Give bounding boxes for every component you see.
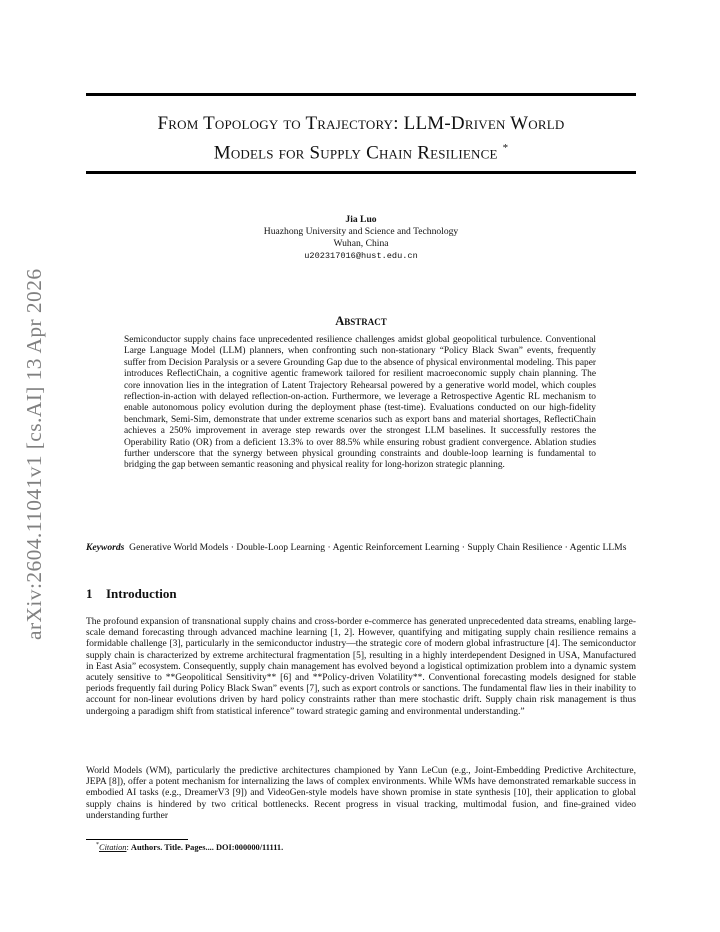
section-number: 1 <box>86 586 93 601</box>
arxiv-side-label: arXiv:2604.11041v1 [cs.AI] 13 Apr 2026 <box>22 268 46 640</box>
title-line-1: From Topology to Trajectory: LLM-Driven World <box>157 113 565 134</box>
footnote: *Citation: Authors. Title. Pages.... DOI:000000/11111. <box>96 842 284 852</box>
paper-title <box>86 112 636 165</box>
author-email[interactable]: u202317016@hust.edu.cn <box>304 251 418 261</box>
section-title: Introduction <box>106 586 177 601</box>
footnote-marker: * <box>96 842 99 848</box>
title-bottom-rule <box>86 171 636 174</box>
author-location: Wuhan, China <box>333 238 389 249</box>
body-paragraph: The profound expansion of transnational supply chains and cross-border e-commerce has generated unprecedented data streams, enabling large-scale demand forecasting through advanced machine learning [1, 2]. However, quantifying and mitigating supply chain resilience remains a formidable challenge [3], particularly in the semiconductor industry—the strategic core of modern global infrastructure [4]. The semiconductor supply chain is characterized by extreme architectural fragmentation [5], resulting in a highly interdependent Designed in USA, Manufactured in East Asia” ecosystem. Consequently, supply chain management has evolved beyond a logistical optimization problem into a dynamic system acutely sensitive to **Geopolitical Sensitivity** [6] and **Policy-driven Volatility**. Conventional forecasting models designed for stable periods frequently fail during Policy Black Swan” events [7], such as export controls or sanctions. The fundamental flaw lies in their inability to account for non-linear evolutions driven by hard policy constraints rather than mere stochastic drift. Supply chain risk management is thus undergoing a paradigm shift from statistical inference” toward strategic gaming and environmental understanding.” <box>86 617 636 717</box>
title-line-2: Models for Supply Chain Resilience <box>213 142 498 164</box>
title-footnote-marker: * <box>502 142 509 154</box>
title-top-rule <box>86 93 636 96</box>
footnote-text: Authors. Title. Pages.... DOI:000000/11111. <box>130 842 284 852</box>
abstract-heading: Abstract <box>335 314 387 328</box>
keywords-label: Keywords <box>86 542 125 553</box>
footnote-label: Citation <box>99 842 127 852</box>
keywords-text: Generative World Models · Double-Loop Learning · Agentic Reinforcement Learning · Supply Chain Resilience · Agentic LLMs <box>129 542 627 553</box>
abstract-text: Semiconductor supply chains face unprecedented resilience challenges amidst global geopolitical turbulence. Conventional Large Language Model (LLM) planners, when confronting such non-stationary “Policy Black Swan” events, frequently suffer from Decision Paralysis or a severe Grounding Gap due to the absence of physical environmental modeling. This paper introduces ReflectiChain, a cognitive agentic framework tailored for resilient macroeconomic supply chain planning. The core innovation lies in the integration of Latent Trajectory Rehearsal powered by a generative world model, which couples reflection-in-action with delayed reflection-on-action. Furthermore, we leverage a Retrospective Agentic RL mechanism to enable autonomous policy evolution during the deployment phase (test-time). Evaluations conducted on our high-fidelity benchmark, Semi-Sim, demonstrate that under extreme scenarios such as export bans and material shortages, ReflectiChain achieves a 250% improvement in average step rewards over the strongest LLM baselines. It successfully restores the Operability Ratio (OR) from a deficient 13.3% to over 88.5% while ensuring robust gradient convergence. Ablation studies further underscore that the synergy between physical grounding constraints and double-loop learning is fundamental to bridging the gap between semantic reasoning and physical reality for long-horizon strategic planning. <box>124 335 596 471</box>
author-affiliation: Huazhong University and Science and Technology <box>263 226 459 237</box>
author-name: Jia Luo <box>345 214 377 225</box>
section-heading <box>86 586 177 602</box>
keywords <box>86 542 636 554</box>
body-paragraph: World Models (WM), particularly the predictive architectures championed by Yann LeCun (e.g., Joint-Embedding Predictive Architecture, JEPA [8]), offer a potent mechanism for internalizing the laws of complex environments. While WMs have demonstrated remarkable success in embodied AI tasks (e.g., DreamerV3 [9]) and VideoGen-style models have shown promise in state synthesis [10], their application to global supply chains is hindered by two critical bottlenecks. Recent progress in visual tracking, multimodal fusion, and fine-grained video understanding further <box>86 766 636 821</box>
author-block <box>86 214 636 262</box>
